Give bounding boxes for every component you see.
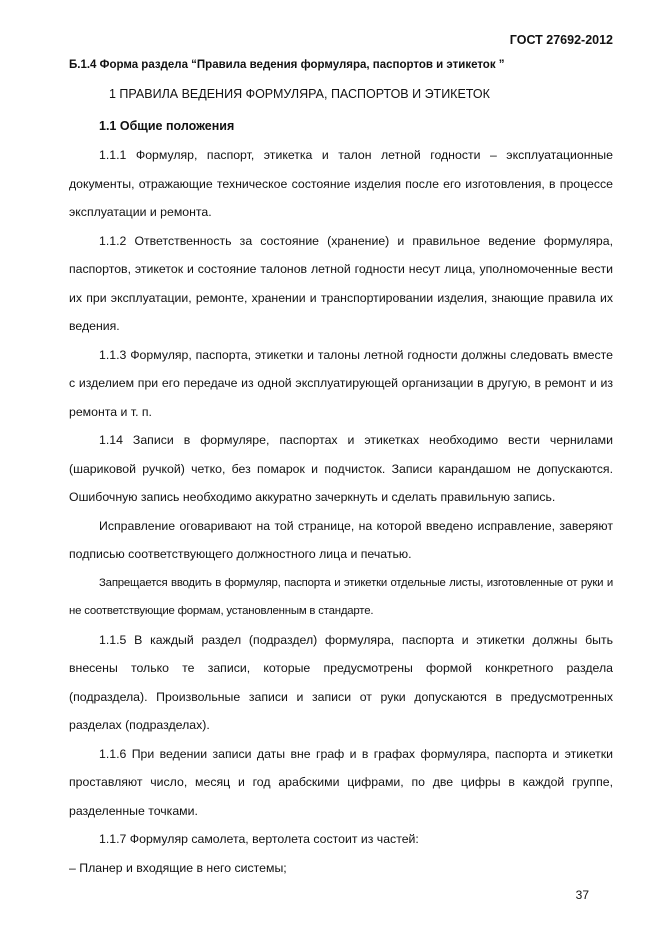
standard-code: ГОСТ 27692-2012 xyxy=(509,33,613,47)
paragraph-1-1-5: 1.1.5 В каждый раздел (подраздел) формуляра, паспорта и этикетки должны быть внесены только те записи, которые предусмотрены формой конкретного раздела (подраздела). Произвольные записи и записи от руки допускаются в предусмотренных разделах (подразделах). xyxy=(69,632,613,732)
chapter-title: 1 ПРАВИЛА ВЕДЕНИЯ ФОРМУЛЯРА, ПАСПОРТОВ И ЭТИКЕТОК xyxy=(109,87,490,101)
section-title: Б.1.4 Форма раздела “Правила ведения формуляра, паспортов и этикеток ” xyxy=(69,59,505,71)
document-body xyxy=(69,141,613,882)
paragraph-correction: Исправление оговаривают на той странице, на которой введено исправление, заверяют подписью соответствующего должностного лица и печатью. xyxy=(69,518,613,561)
paragraph-prohibition: Запрещается вводить в формуляр, паспорта и этикетки отдельные листы, изготовленные от руки и не соответствующие формам, установленным в стандарте. xyxy=(69,576,613,617)
subsection-title: 1.1 Общие положения xyxy=(99,119,235,133)
paragraph-1-1-4: 1.14 Записи в формуляре, паспортах и этикетках необходимо вести чернилами (шариковой ручкой) четко, без помарок и подчисток. Записи карандашом не допускаются. Ошибочную запись необходимо аккуратно зачеркнуть и сделать правильную запись. xyxy=(69,433,613,504)
paragraph-1-1-7: 1.1.7 Формуляр самолета, вертолета состоит из частей: xyxy=(99,832,419,846)
paragraph-1-1-1: 1.1.1 Формуляр, паспорт, этикетка и талон летной годности – эксплуатационные документы, отражающие техническое состояние изделия после его изготовления, в процессе эксплуатации и ремонта. xyxy=(69,148,613,219)
list-item-airframe: – Планер и входящие в него системы; xyxy=(69,860,287,875)
page-number: 37 xyxy=(575,888,589,902)
paragraph-1-1-3: 1.1.3 Формуляр, паспорта, этикетки и талоны летной годности должны следовать вместе с изделием при его передаче из одной эксплуатирующей организации в другую, в ремонт и из ремонта и т. п. xyxy=(69,347,613,419)
paragraph-1-1-6: 1.1.6 При ведении записи даты вне граф и в графах формуляра, паспорта и этикетки проставляют число, месяц и год арабскими цифрами, по две цифры в каждой группе, разделенные точками. xyxy=(69,746,613,818)
paragraph-1-1-2: 1.1.2 Ответственность за состояние (хранение) и правильное ведение формуляра, паспортов, этикеток и состояние талонов летной годности несут лица, уполномоченные вести их при эксплуатации, ремонте, хранении и транспортировании изделия, знающие правила их ведения. xyxy=(69,233,613,333)
